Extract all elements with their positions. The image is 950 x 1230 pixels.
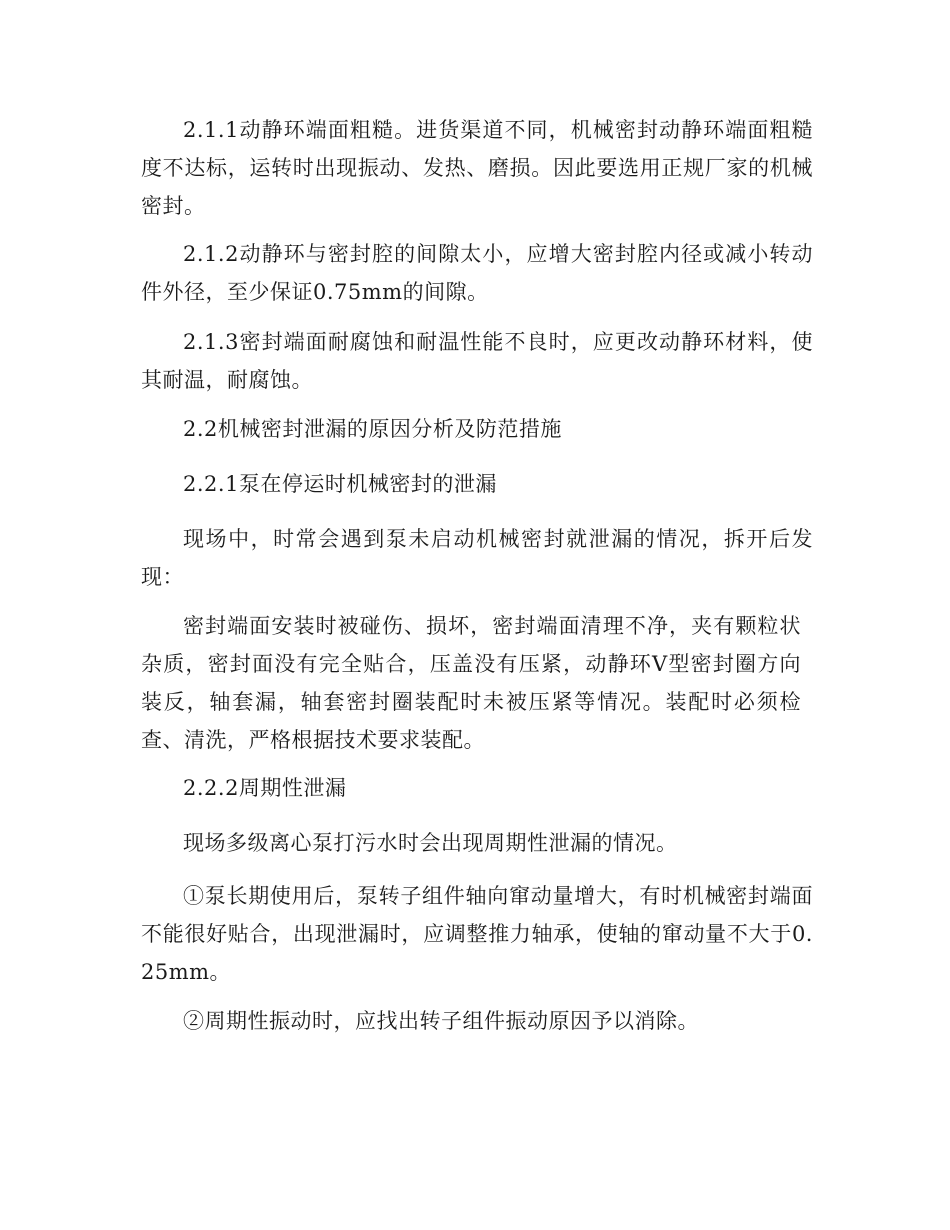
subsection-heading-2-2-2: 2.2.2周期性泄漏 [183,776,347,800]
section-heading-2-2: 2.2机械密封泄漏的原因分析及防范措施 [183,417,562,441]
list-item-1: ①泵长期使用后，泵转子组件轴向窜动量增大，有时机械密封端面不能很好贴合，出现泄漏时，应调整推力轴承，使轴的窜动量不大于0.25mm。 [141,884,813,984]
paragraph-installation-causes: 密封端面安装时被碰伤、损坏，密封端面清理不净，夹有颗粒状杂质，密封面没有完全贴合，压盖没有压紧，动静环V型密封圈方向装反，轴套漏，轴套密封圈装配时未被压紧等情况。装配时必须检查、清洗，严格根据技术要求装配。 [141,614,801,752]
subsection-heading-2-2-1: 2.2.1泵在停运时机械密封的泄漏 [183,472,497,496]
list-item-2: ②周期性振动时，应找出转子组件振动原因予以消除。 [183,1009,699,1033]
paragraph-periodic-leak-intro: 现场多级离心泵打污水时会出现周期性泄漏的情况。 [183,831,678,855]
paragraph-2-1-1: 2.1.1动静环端面粗糙。进货渠道不同，机械密封动静环端面粗糙度不达标，运转时出现振动、发热、磨损。因此要选用正规厂家的机械密封。 [141,118,813,218]
paragraph-field-observation: 现场中，时常会遇到泵未启动机械密封就泄漏的情况，拆开后发现： [141,527,813,589]
paragraph-2-1-3: 2.1.3密封端面耐腐蚀和耐温性能不良时，应更改动静环材料，使其耐温，耐腐蚀。 [141,330,813,392]
paragraph-2-1-2: 2.1.2动静环与密封腔的间隙太小，应增大密封腔内径或减小转动件外径，至少保证0.75mm的间隙。 [141,242,813,304]
